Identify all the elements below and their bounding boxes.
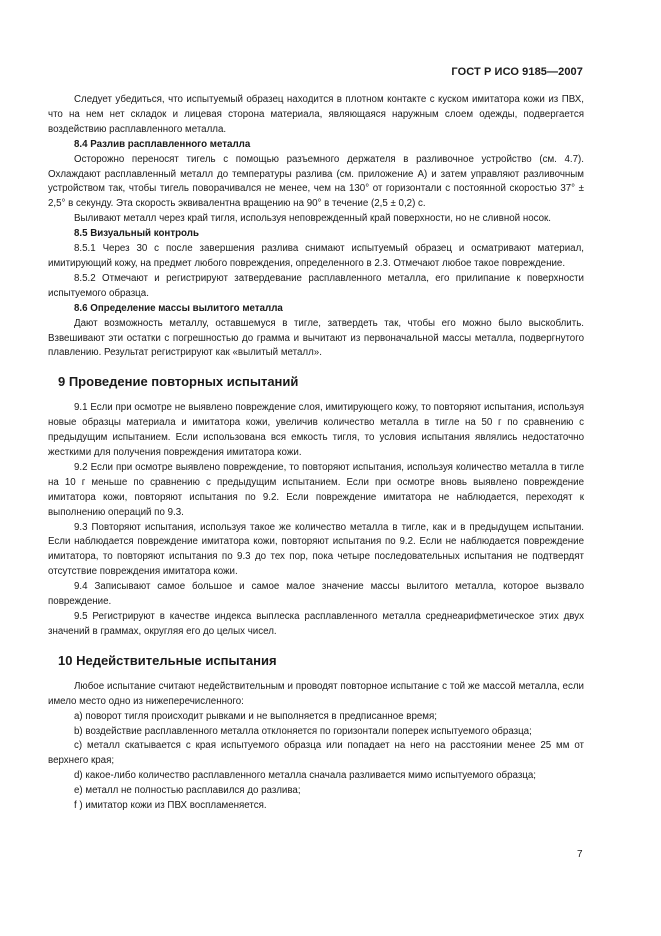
list-item: с) металл скатывается с края испытуемого образца или попадает на него на расстоянии менее 25 мм от верхнего края; — [48, 740, 584, 767]
page-number: 7 — [577, 849, 583, 860]
section-heading-9: 9 Проведение повторных испытаний — [58, 374, 299, 390]
list-item: d) какое-либо количество расплавленного металла сначала разливается мимо испытуемого образца; — [74, 770, 537, 782]
paragraph: 9.1 Если при осмотре не выявлено повреждение слоя, имитирующего кожу, то повторяют испытания, используя новые образцы материала и имитатора кожи, увеличив количество металла в тигле на 50 г по сравнению с предыдущим испытанием. Если использована вся емкость тигля, то условия испытания являлись недостаточно жесткими для получения повреждения имитатора кожи. — [48, 402, 584, 459]
subsection-heading-8-5: 8.5 Визуальный контроль — [74, 228, 199, 240]
paragraph: Следует убедиться, что испытуемый образец находится в плотном контакте с куском имитатора кожи из ПВХ, что на нем нет складок и лицевая сторона материала, являющаяся наружным слоем одежды, подвергается воздействию расплавленного металла. — [48, 94, 584, 135]
list-item: f ) имитатор кожи из ПВХ воспламеняется. — [74, 800, 267, 812]
paragraph: 9.3 Повторяют испытания, используя такое же количество металла в тигле, как и в предыдущем испытании. Если наблюдается повреждение имитатора кожи, повторяют испытания по 9.2. Если не наблюдается повреждение имитатора, то повторяют испытания по 9.3 до тех пор, пока четыре последовательных испытания не подтвердят отсутствие повреждения имитатора кожи. — [48, 521, 584, 578]
paragraph: Осторожно переносят тигель с помощью разъемного держателя в разливочное устройство (см. 4.7). Охлаждают расплавленный металл до температуры разлива (см. приложение А) и затем управляют разливочным устройством так, чтобы тигель поворачивался не менее, чем на 130° от горизонтали с постоянной скоростью 37° ± 2,5° в секунду. Эта скорость эквивалентна вращению на 90° в течение (2,5 ± 0,2) с. — [48, 153, 584, 210]
paragraph: Дают возможность металлу, оставшемуся в тигле, затвердеть так, чтобы его можно было выскоблить. Взвешивают эти остатки с погрешностью до грамма и вычитают из первоначальной массы металла, подвергнутого плавлению. Результат регистрируют как «вылитый металл». — [48, 317, 584, 359]
paragraph: Выливают металл через край тигля, используя неповрежденный край поверхности, но не сливной носок. — [74, 213, 552, 225]
subsection-heading-8-4: 8.4 Разлив расплавленного металла — [74, 138, 251, 150]
document-code-header: ГОСТ Р ИСО 9185—2007 — [451, 66, 583, 78]
section-heading-10: 10 Недействительные испытания — [58, 652, 277, 668]
list-item: а) поворот тигля происходит рывками и не выполняется в предписанное время; — [74, 710, 437, 722]
paragraph: 9.2 Если при осмотре выявлено повреждение, то повторяют испытания, используя количество металла в тигле на 10 г меньше по сравнению с предыдущим испытанием. Если при осмотре вновь выявлено повреждение имитатора кожи, повторяют испытания по 9.2. Если повреждение имитатора не наблюдается, переходят к выполнению операций по 9.3. — [48, 461, 584, 518]
document-body — [48, 93, 584, 814]
paragraph: 9.5 Регистрируют в качестве индекса выплеска расплавленного металла среднеарифметическое этих двух значений в граммах, округляя его до целых чисел. — [48, 611, 584, 637]
paragraph: 8.5.1 Через 30 с после завершения разлива снимают испытуемый образец и осматривают материал, имитирующий кожу, на предмет любого повреждения, определенного в 2.3. Отмечают любое такое повреждение. — [48, 243, 584, 269]
list-item: b) воздействие расплавленного металла отклоняется по горизонтали поперек испытуемого образца; — [74, 725, 532, 737]
paragraph: 8.5.2 Отмечают и регистрируют затвердевание расплавленного металла, его прилипание к поверхности испытуемого образца. — [48, 272, 584, 299]
paragraph: 9.4 Записывают самое большое и самое малое значение массы вылитого металла, которое вызвало повреждение. — [48, 581, 584, 608]
list-item: е) металл не полностью расплавился до разлива; — [74, 785, 301, 797]
paragraph: Любое испытание считают недействительным и проводят повторное испытание с той же массой металла, если имело место одно из нижеперечисленного: — [48, 680, 584, 707]
subsection-heading-8-6: 8.6 Определение массы вылитого металла — [74, 302, 283, 314]
